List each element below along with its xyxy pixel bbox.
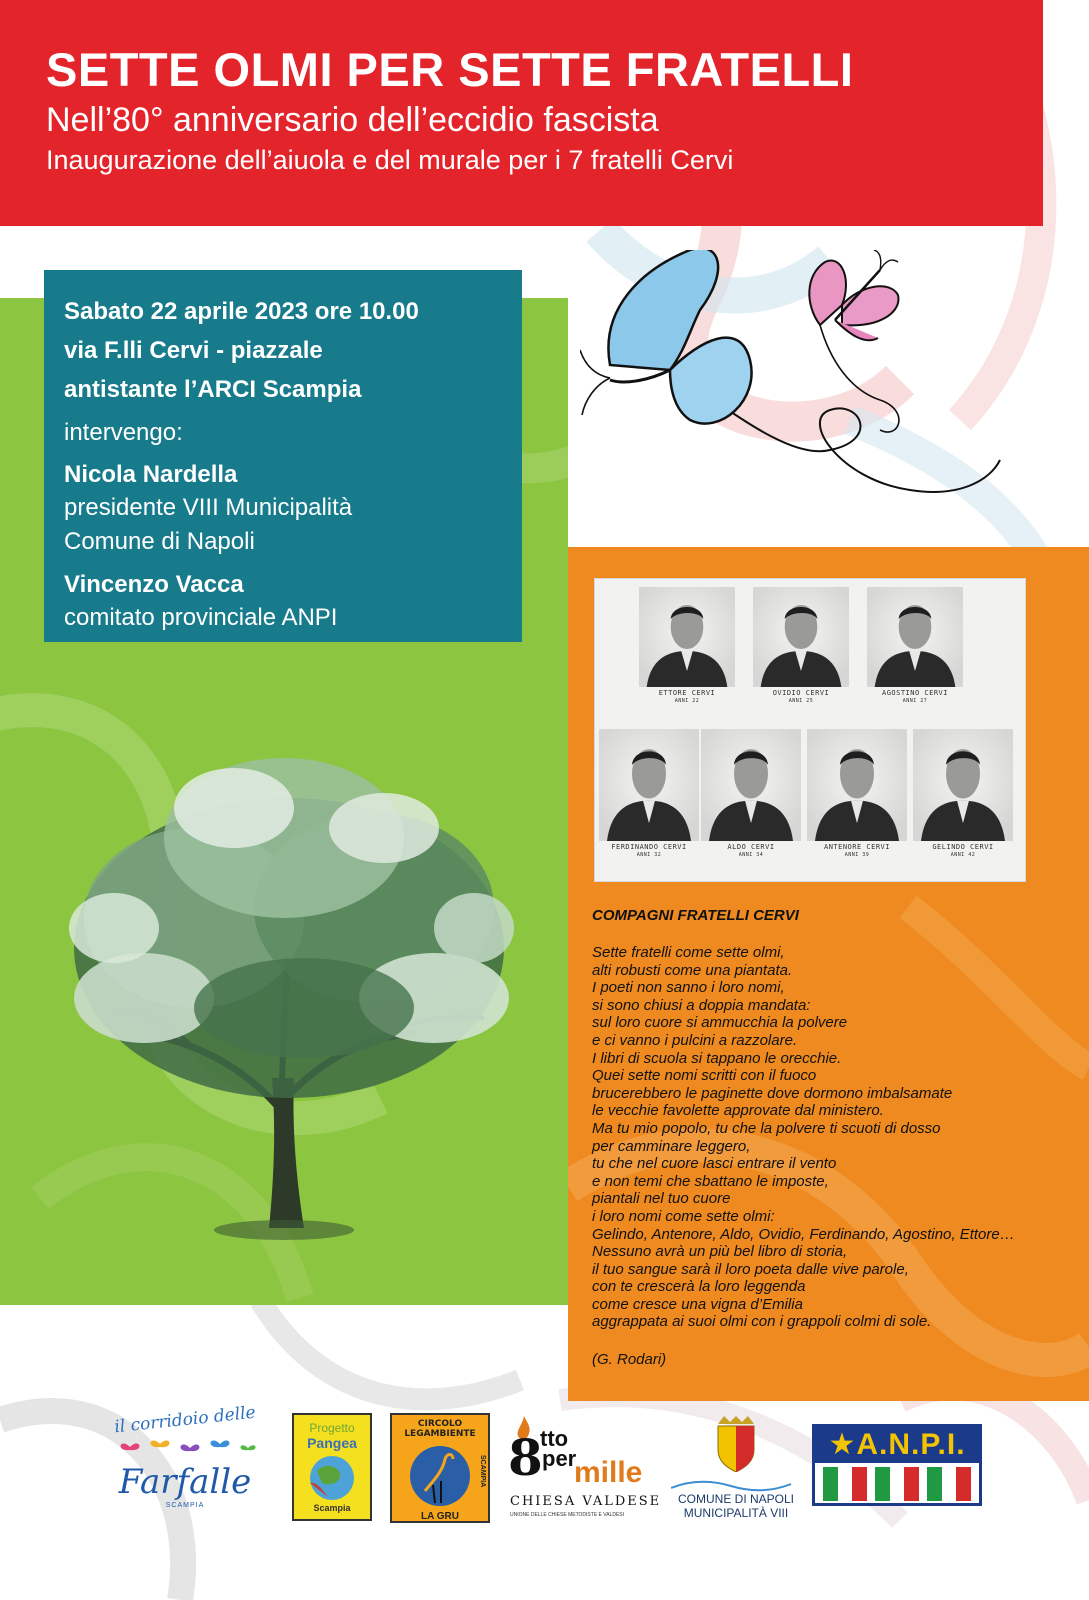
pink-butterfly-icon [809, 250, 898, 340]
event-place-line-1: via F.lli Cervi - piazzale [64, 337, 323, 364]
event-info-box [44, 270, 522, 642]
cervi-brothers-photo [594, 578, 1026, 882]
star-icon: ★ [828, 1428, 857, 1461]
coat-of-arms-icon [714, 1416, 758, 1472]
poem-line: piantali nel tuo cuore [592, 1190, 731, 1208]
brother-portrait [807, 729, 907, 859]
poem-line: Sette fratelli come sette olmi, [592, 944, 785, 961]
poem-line: Gelindo, Antenore, Aldo, Ovidio, Ferdinando, Agostino, Ettore… [592, 1225, 1015, 1243]
brother-portrait [913, 729, 1013, 859]
globe-icon [302, 1453, 362, 1503]
brother-portrait [599, 729, 699, 859]
portrait-age: ANNI 39 [844, 852, 870, 858]
poem-title: COMPAGNI FRATELLI CERVI [592, 907, 799, 924]
poem-block [592, 906, 1032, 1369]
poem-line: per camminare leggero, [592, 1137, 751, 1155]
logo-comune-napoli: COMUNE DI NAPOLI MUNICIPALITÀ VIII [666, 1416, 806, 1526]
poem-lines [592, 944, 1032, 1331]
wave-icon [671, 1478, 801, 1492]
portrait-age: ANNI 34 [738, 852, 764, 858]
speakers-label: intervengo: [64, 419, 183, 446]
poem-line: i loro nomi come sette olmi: [592, 1207, 775, 1225]
logo-progetto-pangea: Progetto Pangea Scampia [292, 1413, 372, 1521]
poem-line: e ci vanno i pulcini a razzolare. [592, 1031, 798, 1049]
poem-author: (G. Rodari) [592, 1351, 667, 1369]
event-date: Sabato 22 aprile 2023 ore 10.00 [64, 298, 419, 325]
header-banner [0, 0, 1043, 226]
poem-line: aggrappata ai suoi olmi con i grappoli colmi di sole. [592, 1313, 932, 1331]
brother-portrait [639, 587, 735, 705]
speaker-name: Vincenzo Vacca [64, 571, 244, 598]
poem-line: Nessuno avrà un più bel libro di storia, [592, 1243, 848, 1261]
portrait-caption: ANTENORE CERVI [823, 843, 890, 851]
portrait-caption: FERDINANDO CERVI [611, 843, 687, 851]
poem-line: I poeti non sanno i loro nomi, [592, 979, 785, 997]
portrait-caption: GELINDO CERVI [932, 843, 994, 851]
logo-corridoio-farfalle: il corridoio delle Farfalle SCAMPIA [100, 1406, 270, 1526]
poem-line: le vecchie favolette approvate dal ministero. [592, 1102, 884, 1120]
poem-line: il tuo sangue sarà il loro poeta dalle vive parole, [592, 1260, 909, 1278]
page-title: SETTE OLMI PER SETTE FRATELLI [46, 43, 854, 96]
logo-otto-per-mille: 8 tto per mille CHIESA VALDESE UNIONE DELLE CHIESE METODISTE E VALDESI [508, 1416, 658, 1526]
poem-line: Quei sette nomi scritti con il fuoco [592, 1067, 817, 1085]
poem-line: come cresce una vigna d’Emilia [592, 1295, 803, 1313]
portrait-age: ANNI 32 [636, 852, 662, 858]
tree-illustration [54, 748, 524, 1248]
portrait-caption: ALDO CERVI [727, 843, 775, 851]
butterfly-icon [110, 1432, 260, 1462]
crane-bird-icon [405, 1441, 475, 1511]
subtitle-anniversary: Nell’80° anniversario dell’eccidio fascista [46, 101, 659, 139]
portrait-age: ANNI 22 [674, 698, 700, 704]
speaker-role: comitato provinciale ANPI [64, 604, 338, 631]
portrait-caption: ETTORE CERVI [658, 689, 716, 697]
poem-line: e non temi che sbattano le imposte, [592, 1172, 829, 1190]
brother-portrait [701, 729, 801, 859]
poem-line: si sono chiusi a doppia mandata: [592, 996, 811, 1014]
poem-line: tu che nel cuore lasci entrare il vento [592, 1155, 837, 1173]
poem-line: con te crescerà la loro leggenda [592, 1278, 806, 1296]
poem-line: alti robusti come una piantata. [592, 961, 793, 979]
portrait-age: ANNI 25 [788, 698, 814, 704]
poem-line: Ma tu mio popolo, tu che la polvere ti scuoti di dosso [592, 1119, 941, 1137]
logo-circolo-legambiente: CIRCOLO LEGAMBIENTE LA GRU SCAMPIA [390, 1413, 490, 1523]
blue-butterfly-icon [580, 250, 752, 424]
subtitle-inauguration: Inaugurazione dell’aiuola e del murale per i 7 fratelli Cervi [46, 145, 734, 175]
speaker-name: Nicola Nardella [64, 461, 238, 488]
speaker-role: presidente VIII Municipalità [64, 494, 353, 521]
poem-line: sul loro cuore si ammucchia la polvere [592, 1014, 848, 1032]
portrait-age: ANNI 27 [902, 698, 928, 704]
logo-anpi: ★A.N.P.I. [812, 1424, 982, 1506]
brother-portrait [753, 587, 849, 705]
brother-portrait [867, 587, 963, 705]
poem-line: brucerebbero le paginette dove dormono imbalsamate [592, 1084, 953, 1102]
butterflies-illustration [580, 250, 1020, 520]
poem-line: I libri di scuola si tappano le orecchie. [592, 1049, 842, 1067]
portrait-caption: AGOSTINO CERVI [881, 689, 948, 697]
portrait-caption: OVIDIO CERVI [772, 689, 830, 697]
speaker-role: Comune di Napoli [64, 528, 255, 555]
event-place-line-2: antistante l’ARCI Scampia [64, 376, 362, 403]
portrait-age: ANNI 42 [950, 852, 976, 858]
